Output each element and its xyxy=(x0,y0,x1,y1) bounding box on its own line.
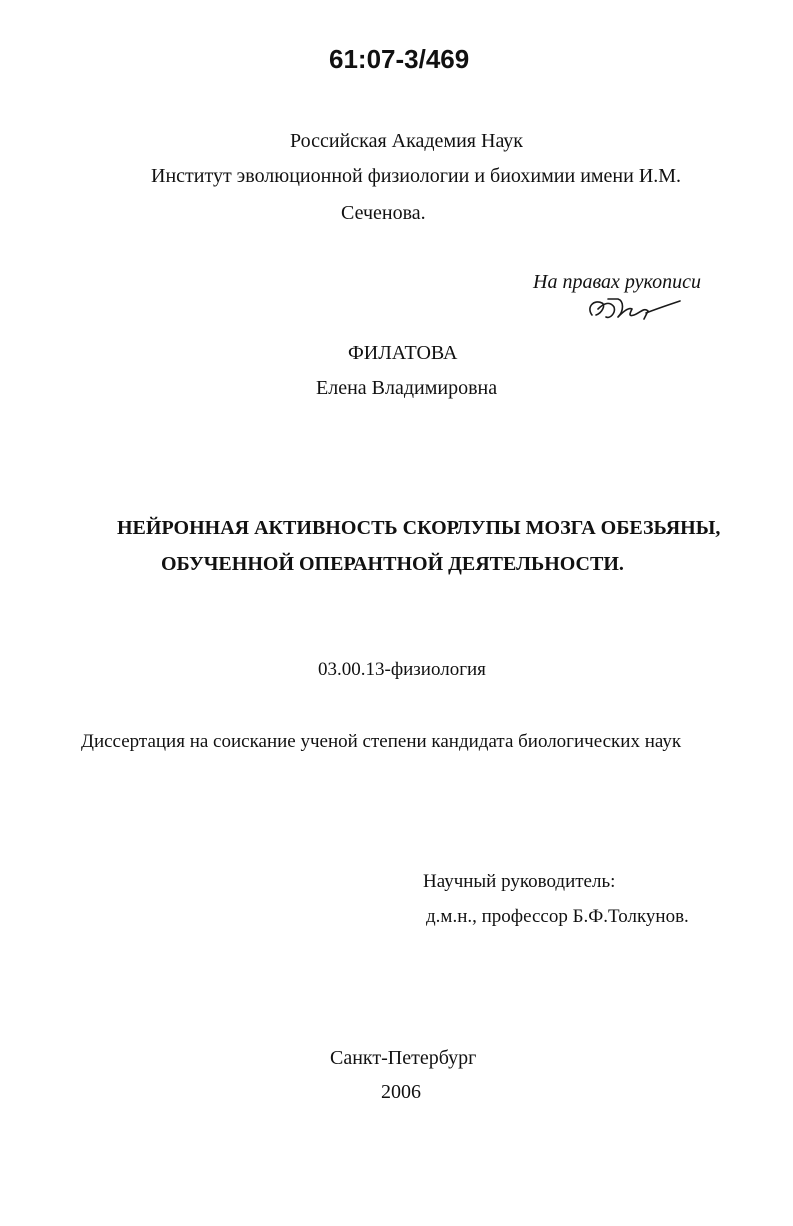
academy-name: Российская Академия Наук xyxy=(290,130,524,152)
city: Санкт-Петербург xyxy=(330,1047,477,1069)
institute-name-line1: Институт эволюционной физиологии и биохимии имени И.М. xyxy=(151,165,682,187)
specialty-code: 03.00.13-физиология xyxy=(318,659,486,680)
supervisor-label: Научный руководитель: xyxy=(423,871,616,892)
manuscript-rights-note: На правах рукописи xyxy=(533,271,701,293)
thesis-title-line1: НЕЙРОННАЯ АКТИВНОСТЬ СКОРЛУПЫ МОЗГА ОБЕЗЬЯНЫ, xyxy=(117,517,721,539)
author-given-names: Елена Владимировна xyxy=(316,377,498,399)
supervisor-name: д.м.н., профессор Б.Ф.Толкунов. xyxy=(426,906,689,927)
year: 2006 xyxy=(381,1081,421,1103)
author-surname: ФИЛАТОВА xyxy=(348,342,458,364)
thesis-title-line2: ОБУЧЕННОЙ ОПЕРАНТНОЙ ДЕЯТЕЛЬНОСТИ. xyxy=(161,553,624,575)
handwritten-signature xyxy=(584,293,684,329)
archive-code: 61:07-3/469 xyxy=(329,44,470,74)
institute-name-line2: Сеченова. xyxy=(341,202,426,224)
degree-statement: Диссертация на соискание ученой степени кандидата биологических наук xyxy=(81,731,682,752)
